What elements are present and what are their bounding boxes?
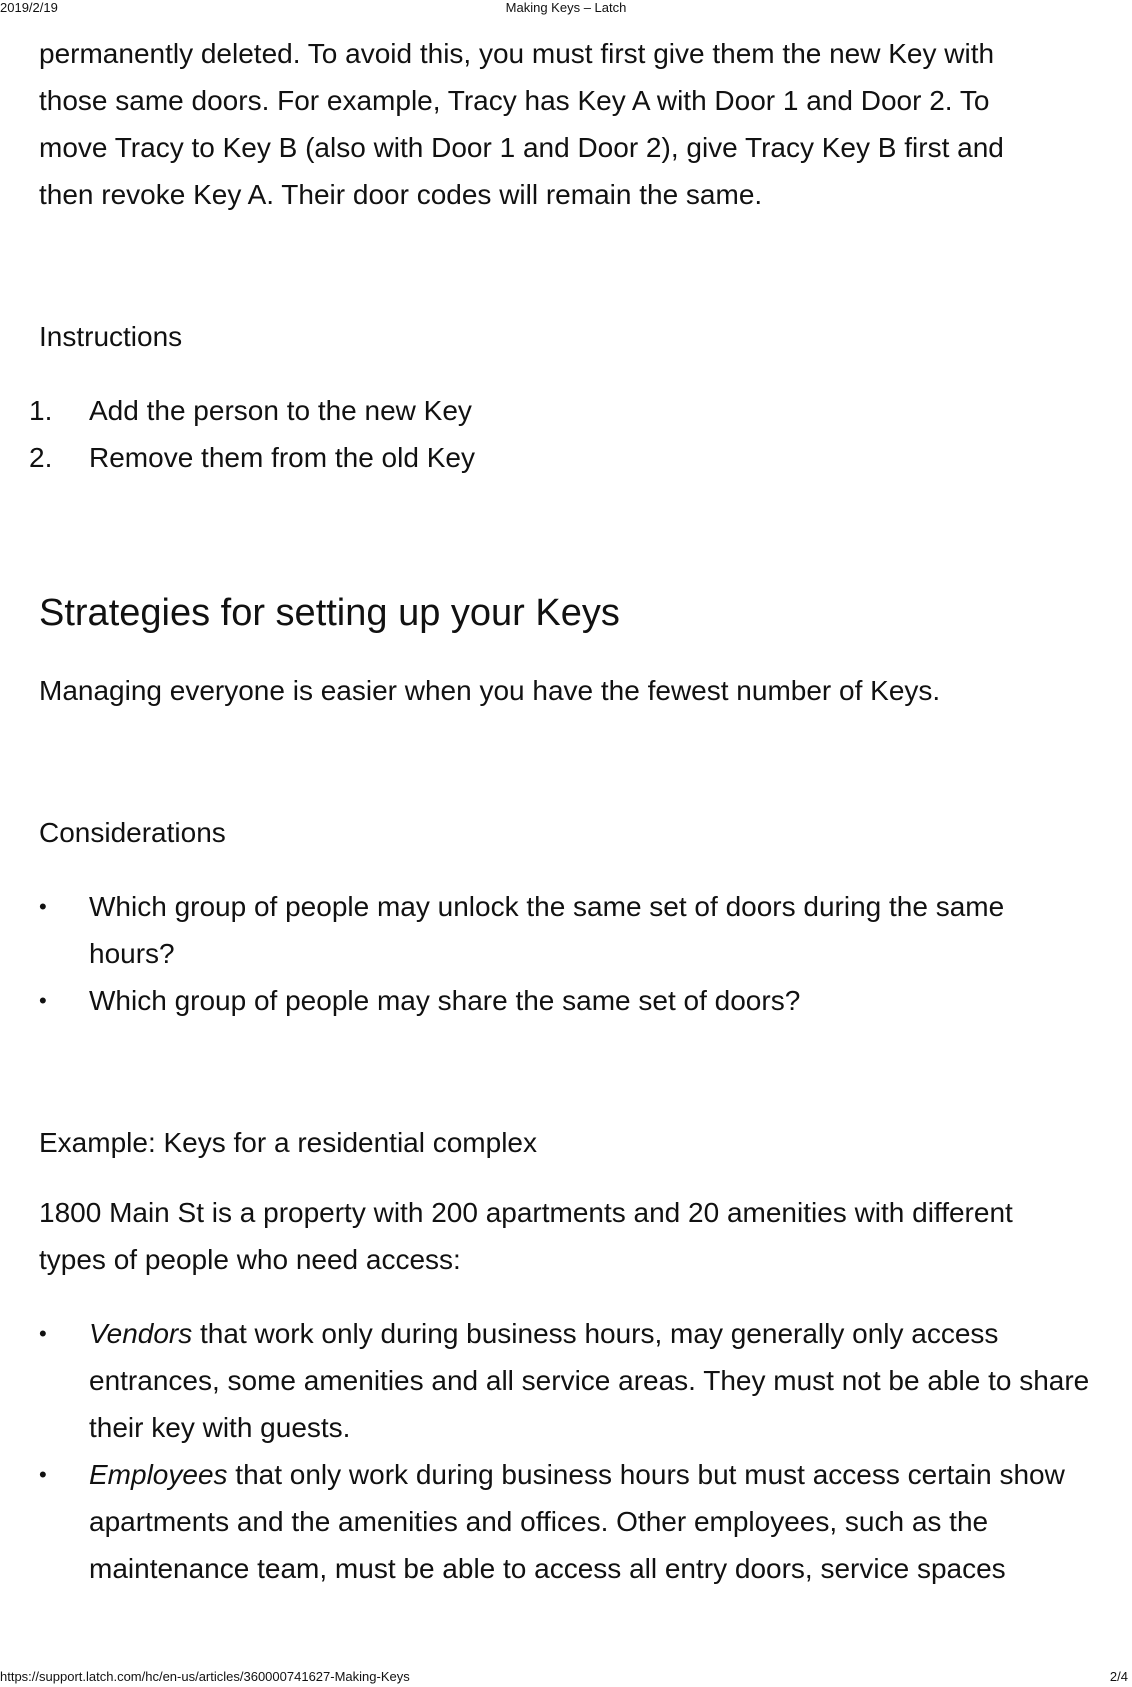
considerations-list bbox=[39, 883, 1069, 1024]
list-item bbox=[29, 387, 1099, 434]
bullet: • bbox=[39, 894, 47, 919]
bullet: • bbox=[39, 1462, 47, 1487]
print-title: Making Keys – Latch bbox=[505, 0, 627, 15]
example-heading: Example: Keys for a residential complex bbox=[39, 1127, 537, 1158]
section-heading: Strategies for setting up your Keys bbox=[39, 592, 620, 634]
instructions-heading: Instructions bbox=[39, 321, 183, 352]
print-header bbox=[0, 0, 1132, 18]
list-item-text: that only work during business hours but must access certain show apartments and the amenities and offices. Other employees, such as the maintenance team, must be able to access all entry doors, service spaces bbox=[89, 1459, 1065, 1584]
bullet: • bbox=[39, 988, 47, 1013]
list-item bbox=[39, 1310, 1099, 1451]
list-item bbox=[29, 434, 1099, 481]
example-list bbox=[39, 1310, 1099, 1592]
list-item-text: Which group of people may share the same set of doors? bbox=[89, 985, 801, 1016]
list-item bbox=[39, 977, 1069, 1024]
list-item-text: Remove them from the old Key bbox=[89, 442, 475, 473]
article-body bbox=[29, 28, 1099, 1592]
list-number: 2. bbox=[29, 442, 53, 473]
example-paragraph: 1800 Main St is a property with 200 apartments and 20 amenities with different types of people who need access: bbox=[39, 1197, 1013, 1275]
list-number: 1. bbox=[29, 395, 53, 426]
considerations-heading: Considerations bbox=[39, 817, 226, 848]
list-item-text: Add the person to the new Key bbox=[89, 395, 472, 426]
list-item-term: Vendors bbox=[89, 1318, 193, 1349]
intro-paragraph: permanently deleted. To avoid this, you must first give them the new Key with those same doors. For example, Tracy has Key A with Door 1 and Door 2. To move Tracy to Key B (also with Door 1 and Door 2), give Tracy Key B first and then revoke Key A. Their door codes will remain the same. bbox=[39, 38, 1004, 210]
print-date: 2019/2/19 bbox=[0, 0, 58, 15]
print-url: https://support.latch.com/hc/en-us/articles/360000741627-Making-Keys bbox=[0, 1669, 410, 1684]
print-footer bbox=[0, 1669, 1132, 1687]
instructions-list bbox=[29, 387, 1099, 481]
list-item bbox=[39, 1451, 1099, 1592]
list-item-term: Employees bbox=[89, 1459, 228, 1490]
list-item-text: Which group of people may unlock the same set of doors during the same hours? bbox=[89, 891, 1005, 969]
strategies-paragraph: Managing everyone is easier when you have the fewest number of Keys. bbox=[39, 675, 941, 706]
page-number: 2/4 bbox=[1109, 1669, 1128, 1684]
list-item-text: that work only during business hours, may generally only access entrances, some amenities and all service areas. They must not be able to share their key with guests. bbox=[89, 1318, 1090, 1443]
bullet: • bbox=[39, 1321, 47, 1346]
list-item bbox=[39, 883, 1069, 977]
